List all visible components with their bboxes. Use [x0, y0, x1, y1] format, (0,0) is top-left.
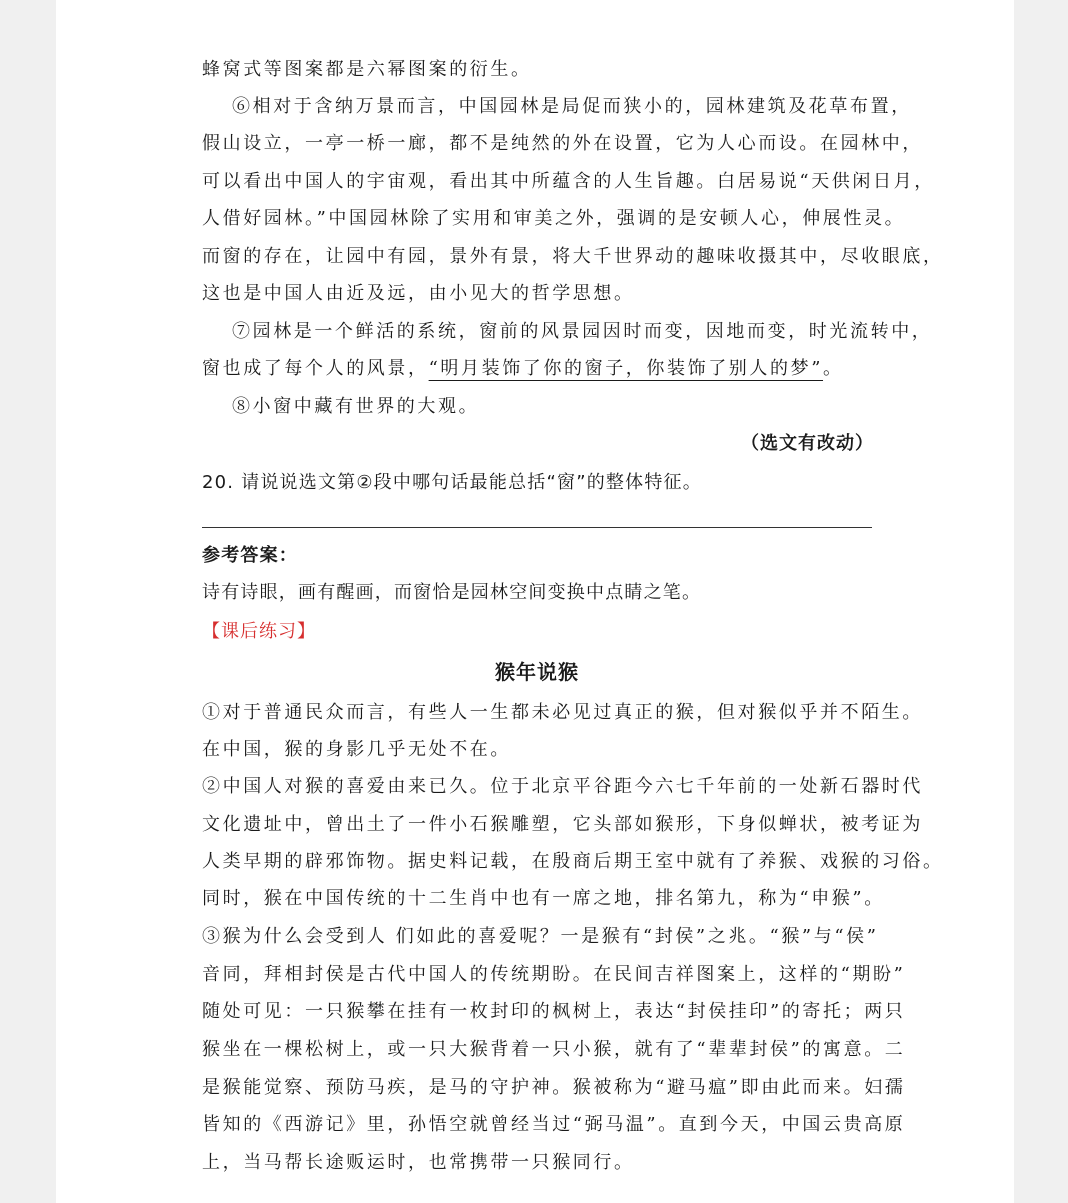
article-line: 在中国，猴的身影几乎无处不在。 [202, 739, 511, 760]
paragraph-6-line: ⑥相对于含纳万景而言，中国园林是局促而狭小的，园林建筑及花草布置， [232, 96, 912, 117]
article-line: 随处可见：一只猴攀在挂有一枚封印的枫树上，表达“封侯挂印”的寄托；两只 [202, 1001, 906, 1022]
article-line: ③猴为什么会受到人 们如此的喜爱呢？一是猴有“封侯”之兆。“猴”与“侯” [202, 926, 879, 947]
document-page [56, 0, 1014, 1203]
paragraph-6-line: 而窗的存在，让园中有园，景外有景，将大千世界动的趣味收摄其中，尽收眼底， [202, 246, 944, 267]
paragraph-6-line: 可以看出中国人的宇宙观，看出其中所蕴含的人生旨趣。白居易说“天供闲日月， [202, 171, 935, 192]
paragraph-6-line: 假山设立，一亭一桥一廊，都不是纯然的外在设置，它为人心而设。在园林中， [202, 133, 923, 154]
answer-heading: 参考答案： [202, 545, 298, 566]
article-line: ①对于普通民众而言，有些人一生都未必见过真正的猴，但对猴似乎并不陌生。 [202, 702, 923, 723]
paragraph-7-line [202, 356, 844, 382]
paragraph-7-prefix: 窗也成了每个人的风景， [202, 358, 429, 379]
article-line: 皆知的《西游记》里，孙悟空就曾经当过“弼马温”。直到今天，中国云贵高原 [202, 1114, 906, 1135]
article-line: ②中国人对猴的喜爱由来已久。位于北京平谷距今六七千年前的一处新石器时代 [202, 776, 923, 797]
paragraph-6-line: 这也是中国人由近及远，由小见大的哲学思想。 [202, 283, 635, 304]
underlined-quote: “明月装饰了你的窗子，你装饰了别人的梦” [428, 358, 824, 379]
paragraph-6-line: 人借好园林。”中国园林除了实用和审美之外，强调的是安顿人心，伸展性灵。 [202, 208, 906, 229]
article-title: 猴年说猴 [495, 660, 579, 684]
article-line: 音同，拜相封侯是古代中国人的传统期盼。在民间吉祥图案上，这样的“期盼” [202, 964, 906, 985]
question-20: 20. 请说说选文第②段中哪句话最能总括“窗”的整体特征。 [202, 472, 702, 493]
article-line: 人类早期的辟邪饰物。据史料记载，在殷商后期王室中就有了养猴、戏猴的习俗。 [202, 851, 944, 872]
answer-text: 诗有诗眼，画有醒画，而窗恰是园林空间变换中点睛之笔。 [202, 582, 702, 603]
paragraph-7-line: ⑦园林是一个鲜活的系统，窗前的风景园因时而变，因地而变，时光流转中， [232, 321, 933, 342]
answer-line [202, 527, 872, 528]
article-line: 上，当马帮长途贩运时，也常携带一只猴同行。 [202, 1152, 635, 1173]
paragraph-7-suffix: 。 [823, 358, 844, 379]
article-line: 是猴能觉察、预防马疾，是马的守护神。猴被称为“避马瘟”即由此而来。妇孺 [202, 1077, 906, 1098]
paragraph-8: ⑧小窗中藏有世界的大观。 [232, 396, 480, 417]
practice-tag: 【课后练习】 [202, 621, 316, 642]
paragraph-5-tail: 蜂窝式等图案都是六幂图案的衍生。 [202, 59, 532, 80]
article-line: 猴坐在一棵松树上，或一只大猴背着一只小猴，就有了“辈辈封侯”的寓意。二 [202, 1039, 906, 1060]
article-line: 同时，猴在中国传统的十二生肖中也有一席之地，排名第九，称为“申猴”。 [202, 888, 885, 909]
article-line: 文化遗址中，曾出土了一件小石猴雕塑，它头部如猴形，下身似蝉状，被考证为 [202, 814, 923, 835]
source-note: （选文有改动） [741, 433, 874, 454]
